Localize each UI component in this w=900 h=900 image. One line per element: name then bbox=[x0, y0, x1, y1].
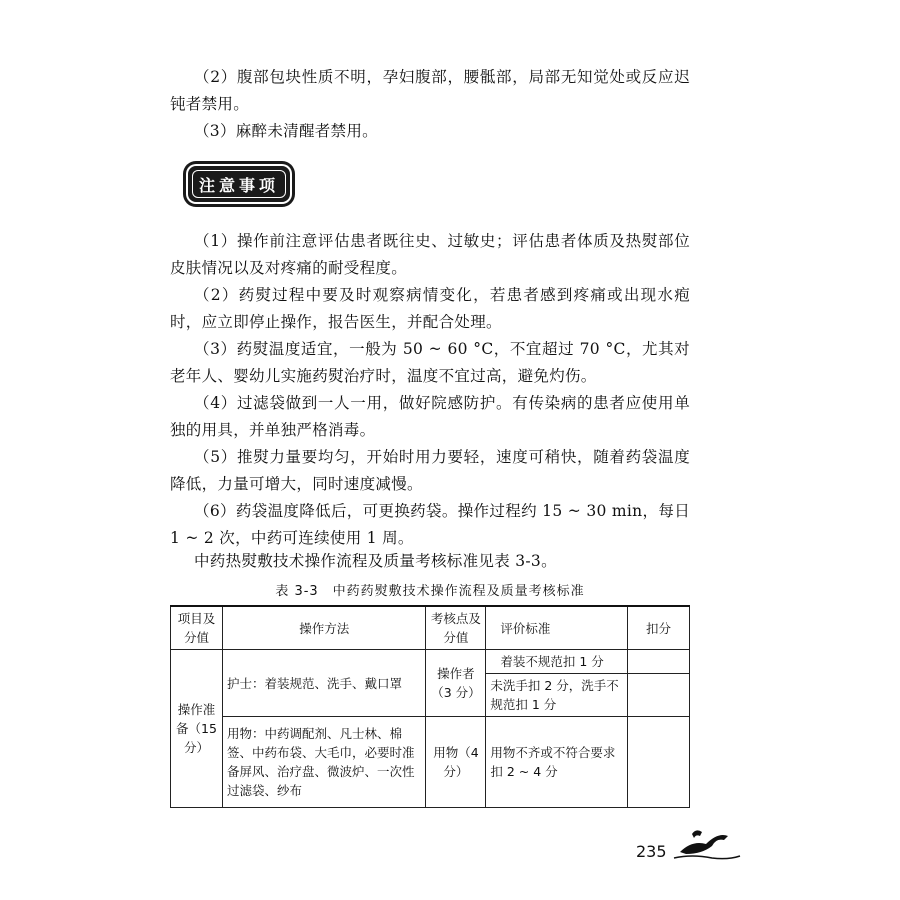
note-item-2: （2）药熨过程中要及时观察病情变化，若患者感到疼痛或出现水疱时，应立即停止操作，报告医生，并配合处理。 bbox=[170, 286, 690, 331]
header-method: 操作方法 bbox=[222, 606, 426, 650]
contraindication-item-3: （3）麻醉未清醒者禁用。 bbox=[194, 122, 378, 140]
header-points: 考核点及分值 bbox=[426, 606, 486, 650]
note-item-1: （1）操作前注意评估患者既往史、过敏史；评估患者体质及热熨部位皮肤情况以及对疼痛的耐受程度。 bbox=[170, 232, 690, 277]
deduct-cell bbox=[628, 717, 690, 808]
section-cell: 操作准备（15 分） bbox=[171, 650, 223, 808]
criteria-cell: 着装不规范扣 1 分 bbox=[486, 650, 628, 674]
table-reference-sentence: 中药热熨敷技术操作流程及质量考核标准见表 3-3。 bbox=[194, 552, 557, 570]
table-caption: 表 3-3 中药药熨敷技术操作流程及质量考核标准 bbox=[275, 584, 585, 599]
crane-ornament-icon bbox=[672, 822, 742, 862]
note-item-5: （5）推熨力量要均匀，开始时用力要轻，速度可稍快，随着药袋温度降低，力量可增大，同时速度减慢。 bbox=[170, 448, 690, 493]
table-row bbox=[171, 650, 690, 674]
criteria-cell: 未洗手扣 2 分，洗手不规范扣 1 分 bbox=[486, 674, 628, 717]
section-heading-badge bbox=[186, 164, 292, 204]
contraindication-item-2: （2）腹部包块性质不明，孕妇腹部，腰骶部，局部无知觉处或反应迟钝者禁用。 bbox=[170, 68, 690, 113]
table-header-row bbox=[171, 606, 690, 650]
note-item-6: （6）药袋温度降低后，可更换药袋。操作过程约 15 ~ 30 min，每日 1 ~ 2 次，中药可连续使用 1 周。 bbox=[170, 502, 690, 547]
header-criteria: 评价标准 bbox=[486, 606, 628, 650]
note-item-3: （3）药熨温度适宜，一般为 50 ~ 60 °C，不宜超过 70 °C，尤其对老年人、婴幼儿实施药熨治疗时，温度不宜过高，避免灼伤。 bbox=[170, 340, 690, 385]
points-cell: 操作者（3 分） bbox=[426, 650, 486, 717]
points-cell: 用物（4 分） bbox=[426, 717, 486, 808]
header-deduct: 扣分 bbox=[628, 606, 690, 650]
criteria-cell: 用物不齐或不符合要求扣 2 ~ 4 分 bbox=[486, 717, 628, 808]
method-cell: 用物：中药调配剂、凡士林、棉签、中药布袋、大毛巾，必要时准备屏风、治疗盘、微波炉、一次性过滤袋、纱布 bbox=[222, 717, 426, 808]
page-number: 235 bbox=[636, 842, 667, 861]
section-heading: 注意事项 bbox=[192, 170, 286, 198]
table-row bbox=[171, 717, 690, 808]
deduct-cell bbox=[628, 674, 690, 717]
note-item-4: （4）过滤袋做到一人一用，做好院感防护。有传染病的患者应使用单独的用具，并单独严格消毒。 bbox=[170, 394, 690, 439]
assessment-table bbox=[170, 605, 690, 808]
method-cell: 护士：着装规范、洗手、戴口罩 bbox=[222, 650, 426, 717]
deduct-cell bbox=[628, 650, 690, 674]
header-item: 项目及分值 bbox=[171, 606, 223, 650]
